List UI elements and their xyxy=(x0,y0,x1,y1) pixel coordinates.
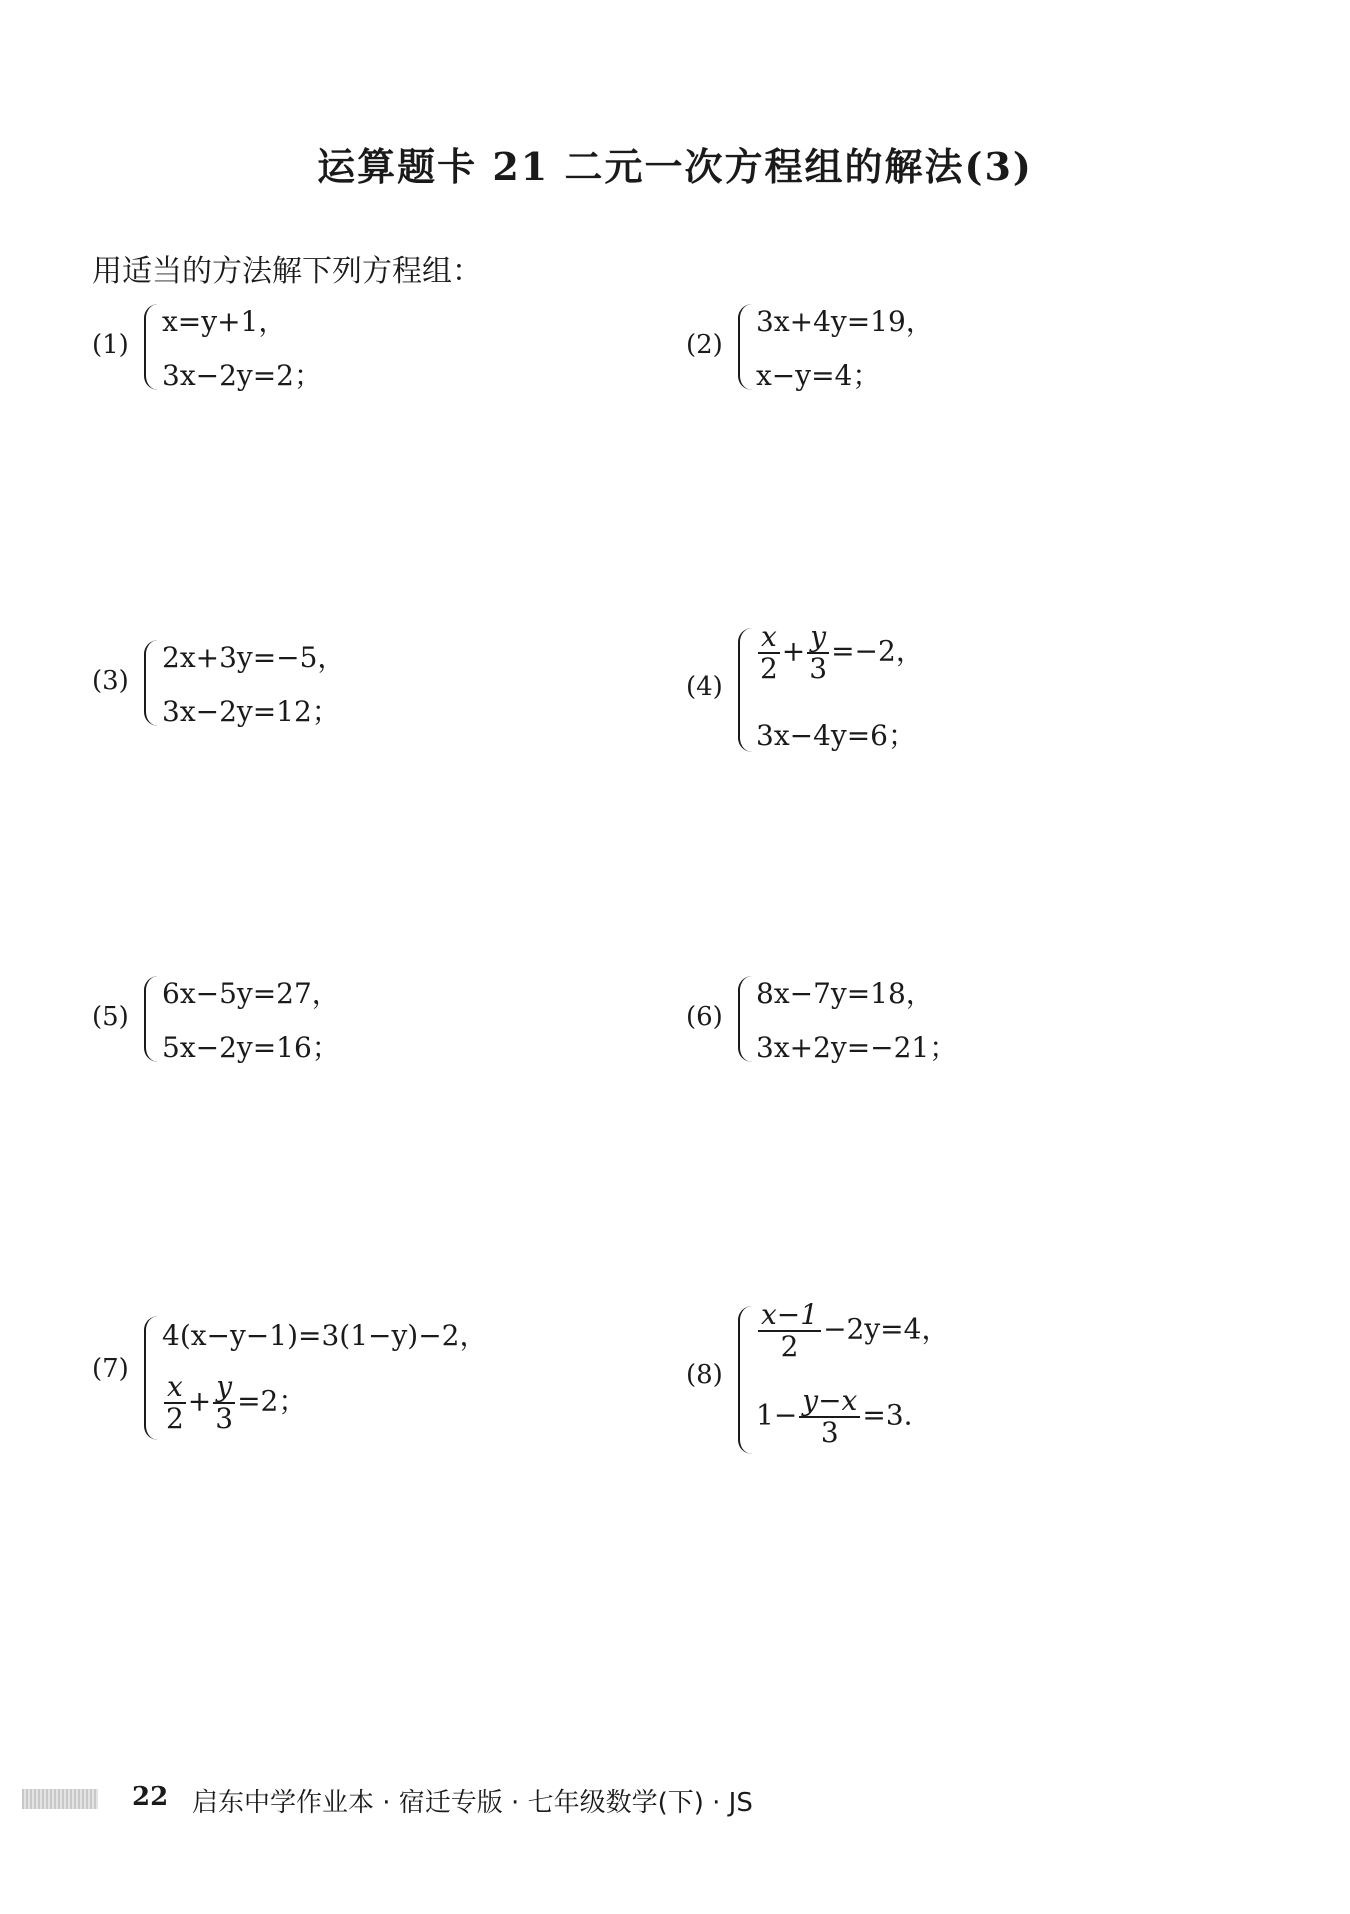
problem-5 xyxy=(92,972,592,1072)
problem-4 xyxy=(686,622,1186,762)
brace xyxy=(738,976,754,1062)
equation-2 xyxy=(756,1386,913,1448)
fraction-denominator: 3 xyxy=(215,1402,234,1435)
equation-2: 3x−2y=12； xyxy=(162,695,340,728)
fraction-denominator: 3 xyxy=(820,1416,839,1449)
brace xyxy=(144,304,160,390)
fraction xyxy=(799,1386,860,1448)
problem-number: (5) xyxy=(92,1002,129,1032)
brace xyxy=(144,976,160,1062)
problem-6 xyxy=(686,972,1186,1072)
equation-1: x=y+1， xyxy=(162,305,287,338)
problem-1 xyxy=(92,300,592,400)
fraction-denominator: 2 xyxy=(780,1330,799,1363)
equation-1: 4(x−y−1)=3(1−y)−2， xyxy=(162,1319,488,1352)
plus-sign: + xyxy=(781,634,806,668)
fraction xyxy=(213,1372,235,1434)
problem-number: (2) xyxy=(686,330,723,360)
equation-rest: =−2， xyxy=(831,634,924,668)
equation-1 xyxy=(756,622,924,684)
equation-1: 3x+4y=19， xyxy=(756,305,934,338)
page-title: 运算题卡 21 二元一次方程组的解法(3) xyxy=(317,144,1033,189)
fraction xyxy=(807,622,829,684)
equation-2 xyxy=(162,1372,306,1434)
problem-7 xyxy=(92,1310,652,1450)
equation-2: 3x−4y=6； xyxy=(756,719,916,752)
problem-number: (6) xyxy=(686,1002,723,1032)
fraction-numerator: x−1 xyxy=(758,1300,821,1332)
equation-rest: −2y=4， xyxy=(823,1312,950,1346)
fraction-denominator: 3 xyxy=(809,652,828,685)
fraction-denominator: 2 xyxy=(759,652,778,685)
fraction xyxy=(758,1300,821,1362)
fraction-denominator: 2 xyxy=(165,1402,184,1435)
brace xyxy=(144,640,160,726)
instruction-text: 用适当的方法解下列方程组： xyxy=(92,254,482,289)
brace xyxy=(738,304,754,390)
fraction-numerator: x xyxy=(758,622,780,654)
fraction-numerator: y−x xyxy=(799,1386,860,1418)
brace xyxy=(738,628,754,752)
plus-sign: + xyxy=(187,1384,212,1418)
equation-2: 5x−2y=16； xyxy=(162,1031,340,1064)
problem-8 xyxy=(686,1300,1186,1460)
brace xyxy=(144,1316,160,1440)
equation-rest: =2； xyxy=(237,1384,307,1418)
page-number: 22 xyxy=(132,1782,169,1812)
fraction-numerator: y xyxy=(807,622,829,654)
equation-1: 8x−7y=18， xyxy=(756,977,934,1010)
brace xyxy=(738,1306,754,1454)
fraction xyxy=(164,1372,186,1434)
equation-2: 3x+2y=−21； xyxy=(756,1031,958,1064)
fraction-numerator: x xyxy=(164,1372,186,1404)
problem-3 xyxy=(92,636,592,736)
equation-1 xyxy=(756,1300,949,1362)
equation-rest: =3. xyxy=(862,1398,913,1432)
problem-number: (1) xyxy=(92,330,129,360)
book-title: 启东中学作业本 · 宿迁专版 · 七年级数学(下) · JS xyxy=(192,1788,753,1818)
fraction-numerator: y xyxy=(213,1372,235,1404)
problem-number: (3) xyxy=(92,666,129,696)
problem-number: (4) xyxy=(686,672,723,702)
equation-1: 6x−5y=27， xyxy=(162,977,340,1010)
equation-1: 2x+3y=−5， xyxy=(162,641,346,674)
problem-number: (8) xyxy=(686,1360,723,1390)
problem-number: (7) xyxy=(92,1354,129,1384)
footer-decoration xyxy=(22,1789,98,1809)
fraction xyxy=(758,622,780,684)
equation-2: 3x−2y=2； xyxy=(162,359,322,392)
equation-2: x−y=4； xyxy=(756,359,881,392)
problem-2 xyxy=(686,300,1186,400)
equation-prefix: 1− xyxy=(756,1398,798,1432)
